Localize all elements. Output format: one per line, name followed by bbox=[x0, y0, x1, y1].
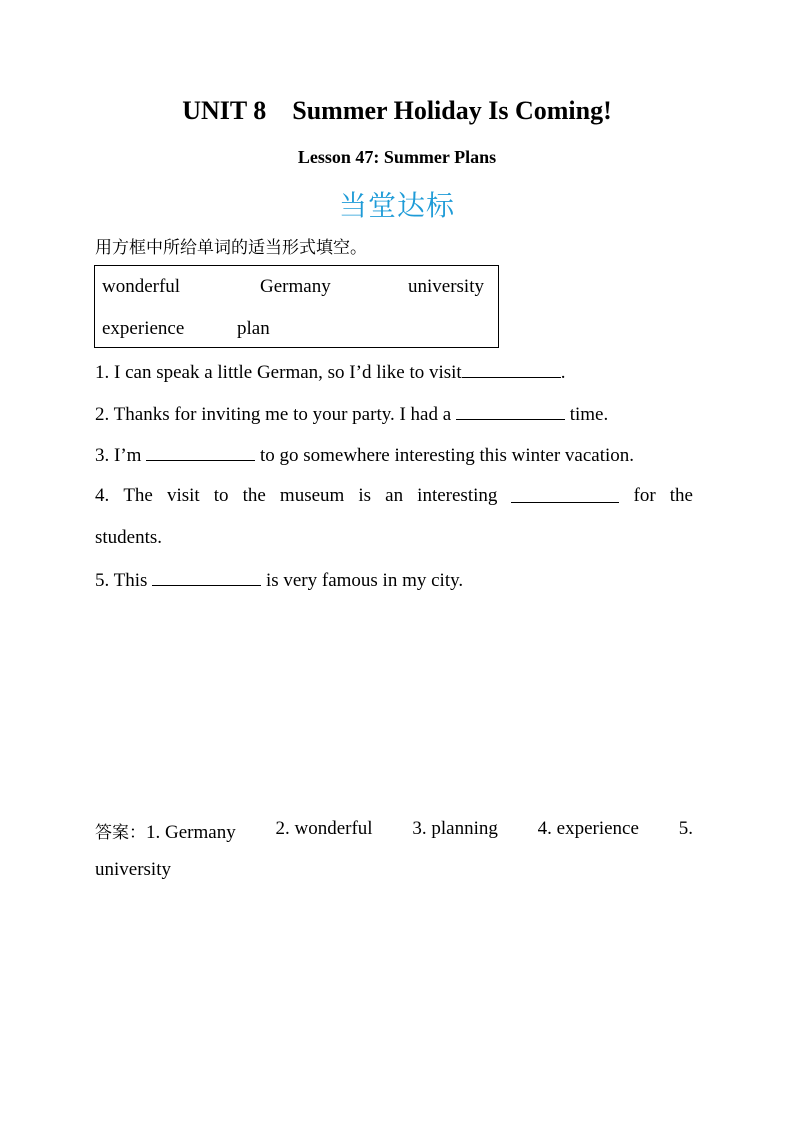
question-word: the bbox=[242, 485, 266, 506]
word-bank-item: experience bbox=[102, 318, 185, 339]
answer-item: 答案：1. Germany bbox=[95, 822, 236, 843]
question-4 bbox=[95, 485, 693, 507]
answer-blank[interactable] bbox=[146, 443, 255, 461]
question-text: 3. I’m bbox=[95, 445, 147, 466]
answer-key bbox=[95, 818, 693, 844]
answer-label: 答案： bbox=[95, 823, 146, 843]
word-bank-item: plan bbox=[237, 318, 270, 339]
answer-blank[interactable] bbox=[462, 360, 561, 378]
question-text: to go somewhere interesting this winter vacation. bbox=[255, 445, 635, 466]
question-word: an bbox=[385, 485, 404, 506]
question-word: museum bbox=[279, 485, 345, 506]
answer-continuation: university bbox=[95, 859, 171, 880]
question-word: visit bbox=[166, 485, 200, 506]
question-2 bbox=[95, 402, 608, 426]
word-bank-box bbox=[94, 265, 499, 348]
unit-title: UNIT 8 Summer Holiday Is Coming! bbox=[182, 96, 612, 125]
question-text: is very famous in my city. bbox=[261, 570, 464, 591]
question-word: 4. bbox=[95, 485, 110, 506]
answer-item: 5. bbox=[678, 818, 693, 839]
question-4-continuation: students. bbox=[95, 527, 163, 548]
word-bank-item: Germany bbox=[260, 276, 331, 297]
answer-item: 3. planning bbox=[412, 818, 498, 839]
question-text: 2. Thanks for inviting me to your party. I had a bbox=[95, 404, 456, 425]
answer-item: 2. wonderful bbox=[275, 818, 373, 839]
section-title: 当堂达标 bbox=[338, 189, 455, 222]
question-word: to bbox=[213, 485, 229, 506]
question-word: The bbox=[123, 485, 153, 506]
answer-blank[interactable] bbox=[456, 402, 565, 420]
exercise-instruction: 用方框中所给单词的适当形式填空。 bbox=[95, 238, 367, 258]
question-word: the bbox=[669, 485, 693, 506]
answer-blank[interactable] bbox=[152, 568, 261, 586]
question-text: 5. This bbox=[95, 570, 153, 591]
word-bank-item: wonderful bbox=[102, 276, 181, 297]
question-word: for bbox=[633, 485, 656, 506]
question-5 bbox=[95, 568, 463, 592]
question-1 bbox=[95, 360, 565, 384]
question-text: 1. I can speak a little German, so I’d like to visit bbox=[95, 362, 462, 383]
answer-item: 4. experience bbox=[537, 818, 639, 839]
lesson-title: Lesson 47: Summer Plans bbox=[297, 147, 497, 167]
question-text: . bbox=[560, 362, 566, 383]
question-word: interesting bbox=[417, 485, 498, 506]
question-text: time. bbox=[564, 404, 609, 425]
word-bank-item: university bbox=[408, 276, 484, 297]
answer-blank[interactable] bbox=[511, 485, 619, 503]
question-3 bbox=[95, 443, 634, 467]
question-word: is bbox=[358, 485, 372, 506]
